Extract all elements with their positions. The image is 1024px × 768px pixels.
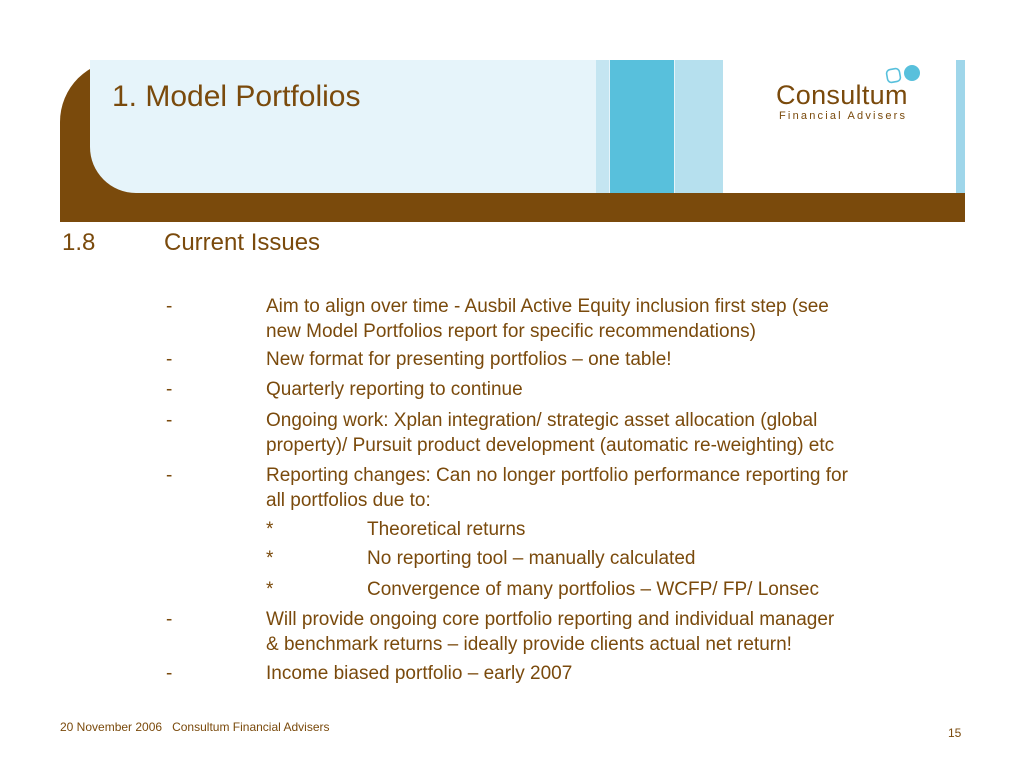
- bullet-text: Will provide ongoing core portfolio reporting and individual manager: [266, 609, 835, 630]
- footer-company: Consultum Financial Advisers: [172, 720, 330, 734]
- bullet-marker: -: [166, 663, 173, 684]
- bullet-marker: -: [166, 379, 173, 400]
- header-stripe: [596, 60, 609, 193]
- footer-date: 20 November 2006: [60, 720, 163, 734]
- slide-title: 1. Model Portfolios: [112, 80, 361, 113]
- bullet-text: all portfolios due to:: [266, 490, 431, 511]
- header-stripe: [956, 60, 965, 193]
- section-title: Current Issues: [164, 229, 321, 256]
- header-stripe: [610, 60, 674, 193]
- section-number: 1.8: [62, 229, 96, 256]
- logo-name: Consultum: [776, 80, 908, 110]
- header-top-strip: [60, 52, 965, 60]
- sub-bullet-marker: *: [266, 579, 274, 600]
- page-number: 15: [948, 726, 962, 740]
- bullet-text: property)/ Pursuit product development (automatic re-weighting) etc: [266, 435, 835, 456]
- bullet-text: Aim to align over time - Ausbil Active Equity inclusion first step (see: [266, 296, 829, 317]
- footer: [60, 720, 330, 734]
- bullet-text: Reporting changes: Can no longer portfolio performance reporting for: [266, 465, 848, 486]
- sub-bullet-text: Theoretical returns: [367, 519, 526, 540]
- bullet-text: & benchmark returns – ideally provide clients actual net return!: [266, 634, 792, 655]
- logo-tagline: Financial Advisers: [779, 110, 908, 122]
- sub-bullet-marker: *: [266, 548, 274, 569]
- bullet-marker: -: [166, 410, 173, 431]
- bullet-marker: -: [166, 609, 173, 630]
- sub-bullet-marker: *: [266, 519, 274, 540]
- bullet-text: New format for presenting portfolios – one table!: [266, 349, 672, 370]
- sub-bullet-text: No reporting tool – manually calculated: [367, 548, 696, 569]
- bullet-marker: -: [166, 349, 173, 370]
- bullet-text: new Model Portfolios report for specific recommendations): [266, 321, 756, 342]
- bullet-text: Income biased portfolio – early 2007: [266, 663, 573, 684]
- bullet-marker: -: [166, 296, 173, 317]
- bullet-marker: -: [166, 465, 173, 486]
- header-stripe: [675, 60, 723, 193]
- bullet-text: Ongoing work: Xplan integration/ strategic asset allocation (global: [266, 410, 818, 431]
- sub-bullet-text: Convergence of many portfolios – WCFP/ FP/ Lonsec: [367, 579, 819, 600]
- bullet-text: Quarterly reporting to continue: [266, 379, 523, 400]
